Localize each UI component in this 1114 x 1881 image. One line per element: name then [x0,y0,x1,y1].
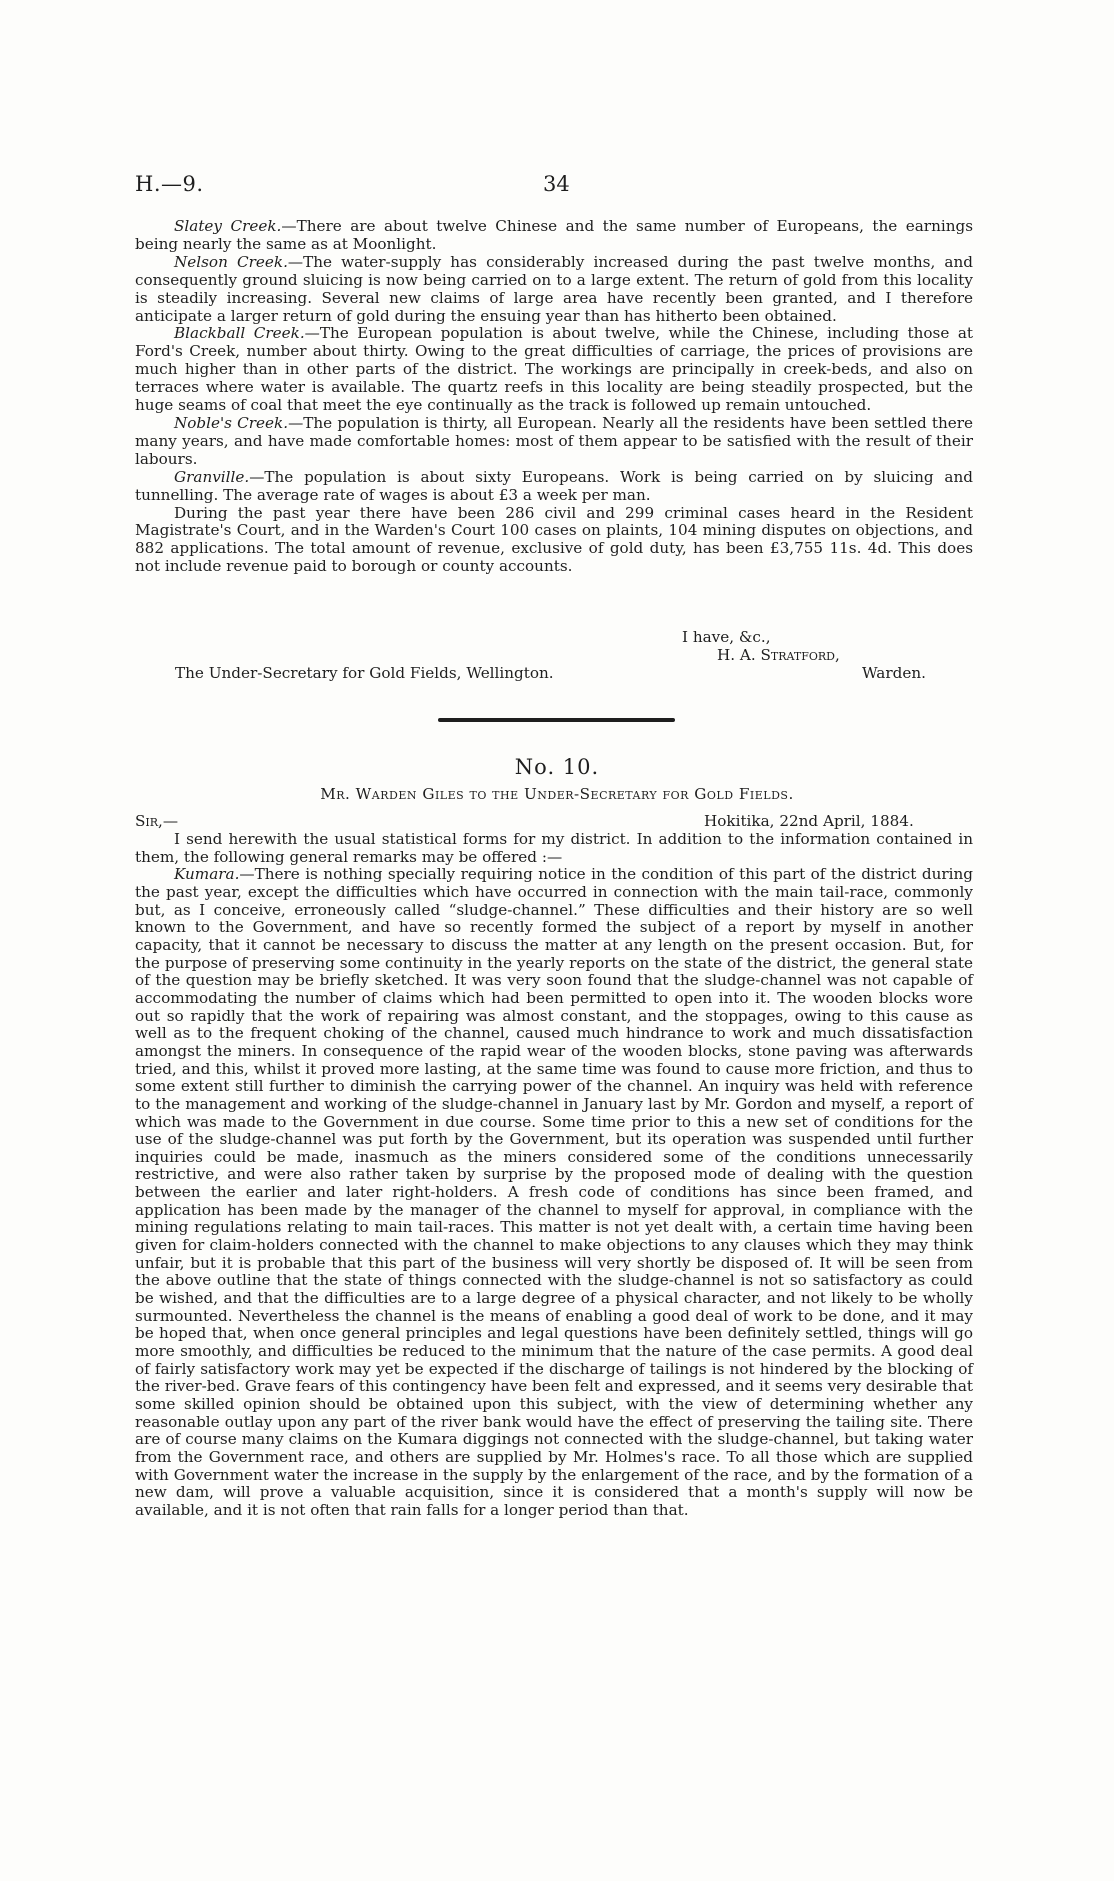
letter-body [135,831,973,1520]
paragraph-text: —There is nothing specially requiring notice in the condition of this part of the district during the past year, except the difficulties which have occurred in connection with the main tail-race, commonly but, as I conceive, erroneously called “sludge-channel.” These difficulties and their history are so well known to the Government, and have so recently formed the subject of a report by myself in another capacity, that it cannot be necessary to discuss the matter at any length on the present occasion. But, for the purpose of preserving some continuity in the yearly reports on the state of the district, the general state of the question may be briefly sketched. It was very soon found that the sludge-channel was not capable of accommodating the number of claims which had been permitted to open into it. The wooden blocks wore out so rapidly that the work of repairing was almost constant, and the stoppages, owing to this cause as well as to the frequent choking of the channel, caused much hindrance to work and much dissatisfaction amongst the miners. In consequence of the rapid wear of the wooden blocks, stone paving was afterwards tried, and this, whilst it proved more lasting, at the same time was found to cause more friction, and thus to some extent still further to diminish the carrying power of the channel. An inquiry was held with reference to the management and working of the sludge-channel in January last by Mr. Gordon and myself, a report of which was made to the Government in due course. Some time prior to this a new set of conditions for the use of the sludge-channel was put forth by the Government, but its operation was suspended until further inquiries could be made, inasmuch as the miners considered some of the conditions unnecessarily restrictive, and were also rather taken by surprise by the proposed mode of dealing with the question between the earlier and later right-holders. A fresh code of conditions has since been framed, and application has been made by the manager of the channel to myself for approval, in compliance with the mining regulations relating to main tail-races. This matter is not yet dealt with, a certain time having been given for claim-holders connected with the channel to make objections to any clauses which they may think unfair, but it is probable that this part of the business will very shortly be disposed of. It will be seen from the above outline that the state of things connected with the sludge-channel is not so satisfactory as could be wished, and that the difficulties are to a large degree of a physical character, and not likely to be wholly surmounted. Nevertheless the channel is the means of enabling a good deal of work to be done, and it may be hoped that, when once general principles and legal questions have been definitely settled, things will go more smoothly, and difficulties be reduced to the minimum that the nature of the case permits. A good deal of fairly satisfactory work may yet be expected if the discharge of tailings is not hindered by the blocking of the river-bed. Grave fears of this contingency have been felt and expressed, and it seems very desirable that some skilled opinion should be obtained upon this subject, with the view of determining whether any reasonable outlay upon any part of the river bank would have the effect of preserving the tailing site. There are of course many claims on the Kumara diggings not connected with the sludge-channel, but taking water from the Government race, and others are supplied by Mr. Holmes's race. To all those which are supplied with Government water the increase in the supply by the enlargement of the race, and by the formation of a new dam, will prove a valuable acquisition, since it is considered that a month's supply will now be available, and it is not often that rain falls for a longer period than that. [135,865,973,1519]
letter-number: No. 10. [514,755,600,779]
paragraph-text: During the past year there have been 286 civil and 299 criminal cases heard in the Resident Magistrate's Court, and in the Warden's Court 100 cases on plaints, 104 mining disputes on objections, and 882 applications. The total amount of revenue, exclusive of gold duty, has been £3,755 11s. 4d. This does not include revenue paid to borough or county accounts. [135,503,973,576]
paragraph-nelson-creek [135,254,973,326]
paragraph-granville [135,469,973,505]
paragraph-slatey-creek [135,218,973,254]
paragraph-text: —The population is about sixty Europeans. Work is being carried on by sluicing and tunnelling. The average rate of wages is about £3 a week per man. [135,467,973,504]
paragraph-intro: I send herewith the usual statistical forms for my district. In addition to the information contained in them, the following general remarks may be offered :— [135,830,973,866]
page-header [135,172,979,202]
paragraph-blackball-creek [135,325,973,415]
paragraph-text: —The European population is about twelve, while the Chinese, including those at Ford's Creek, number about thirty. Owing to the great difficulties of carriage, the prices of provisions are much higher than in other parts of the district. The workings are principally in creek-beds, and also on terraces where water is available. The quartz reefs in this locality are being steadily prospected, but the huge seams of coal that meet the eye continually as the track is followed up remain untouched. [135,324,973,415]
paragraph-nobles-creek [135,415,973,469]
closing-line: I have, &c., [682,628,771,646]
place-and-date: Hokitika, 22nd April, 1884. [704,812,914,830]
place-name: Slatey Creek. [174,217,282,235]
place-name: Granville. [174,467,250,486]
paragraph-court-statistics [135,505,973,577]
signatory-rank: Warden. [862,664,926,682]
paragraph-text: —There are about twelve Chinese and the same number of Europeans, the earnings being nearly the same as at Moonlight. [135,217,973,253]
page-number: 34 [543,172,570,196]
signature: H. A. Stratford, [717,646,840,664]
place-name: Nelson Creek. [174,252,288,271]
section-divider [438,718,675,722]
place-name: Blackball Creek. [174,324,305,343]
place-name: Noble's Creek. [174,413,289,432]
paragraph-text: —The population is thirty, all European. Nearly all the residents have been settled there many years, and have made comfortable homes: most of them appear to be satisfied with the result of their labours. [135,413,973,468]
paragraph-text: —The water-supply has considerably increased during the past twelve months, and consequently ground sluicing is now being carried on to a large extent. The return of gold from this locality is steadily increasing. Several new claims of large area have recently been granted, and I therefore anticipate a larger return of gold during the ensuing year than has hitherto been obtained. [135,252,973,325]
place-name: Kumara. [174,865,240,884]
paragraph-kumara [135,866,973,1519]
addressee: The Under-Secretary for Gold Fields, Wellington. [175,664,554,682]
document-id: H.—9. [135,172,204,196]
letter-title: Mr. Warden Giles to the Under-Secretary for Gold Fields. [320,785,794,803]
salutation: Sir,— [135,812,179,830]
report-continuation [135,218,973,576]
